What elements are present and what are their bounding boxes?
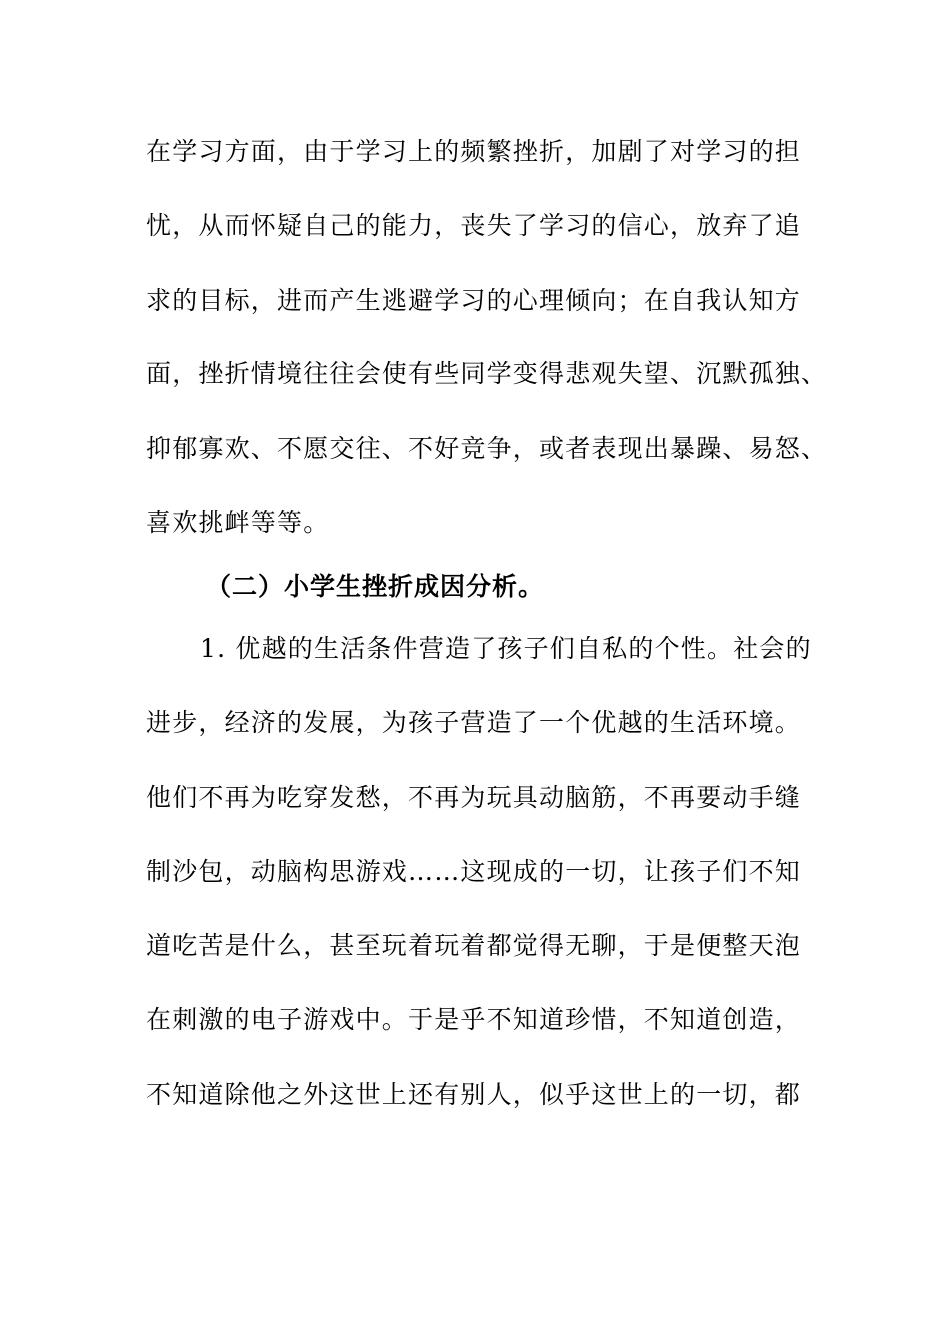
paragraph-line: 他们不再为吃穿发愁，不再为玩具动脑筋，不再要动手缝 — [146, 783, 802, 812]
paragraph-line: 忧，从而怀疑自己的能力，丧失了学习的信心，放弃了追 — [146, 211, 802, 240]
paragraph-line: 在学习方面，由于学习上的频繁挫折，加剧了对学习的担 — [146, 137, 802, 166]
paragraph-line: 进步，经济的发展，为孩子营造了一个优越的生活环境。 — [146, 708, 802, 737]
paragraph-line: 喜欢挑衅等等。 — [146, 508, 330, 537]
paragraph-line: 面，挫折情境往往会使有些同学变得悲观失望、沉默孤独、 — [146, 359, 828, 388]
paragraph-line: 道吃苦是什么，甚至玩着玩着都觉得无聊，于是便整天泡 — [146, 931, 802, 960]
section-heading: （二）小学生挫折成因分析。 — [206, 572, 545, 601]
paragraph-line: 不知道除他之外这世上还有别人，似乎这世上的一切，都 — [146, 1080, 802, 1109]
paragraph-line: 制沙包，动脑构思游戏……这现成的一切，让孩子们不知 — [146, 857, 802, 886]
paragraph-line: 在刺激的电子游戏中。于是乎不知道珍惜，不知道创造， — [146, 1005, 802, 1034]
paragraph-line: 1. 优越的生活条件营造了孩子们自私的个性。社会的 — [200, 634, 812, 663]
paragraph-line: 求的目标，进而产生逃避学习的心理倾向；在自我认知方 — [146, 286, 802, 315]
paragraph-line: 抑郁寡欢、不愿交往、不好竞争，或者表现出暴躁、易怒、 — [146, 434, 828, 463]
